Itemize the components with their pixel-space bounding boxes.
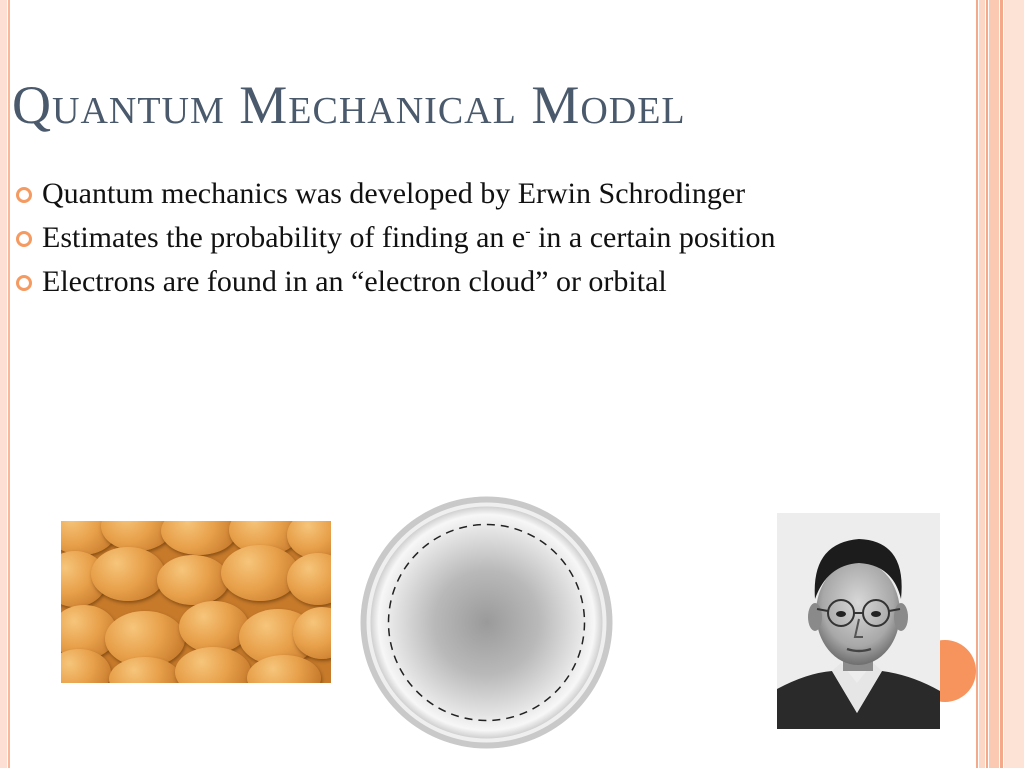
bullet-item — [12, 220, 912, 256]
bullet-list — [12, 176, 912, 308]
bullet-item — [12, 264, 912, 300]
portrait-photo — [777, 513, 940, 729]
bullet-text-part: in a certain position — [530, 221, 776, 254]
electron-cloud-diagram — [359, 495, 614, 750]
right-decorative-stripes — [976, 0, 1024, 768]
left-decorative-border — [0, 0, 12, 768]
superscript-minus: - — [525, 223, 531, 240]
bullet-ring-icon — [16, 231, 32, 247]
bullet-item — [12, 176, 912, 212]
schrodinger-portrait — [777, 513, 940, 729]
electron-cloud-icon — [359, 495, 614, 750]
bullet-ring-icon — [16, 275, 32, 291]
bullet-text: Electrons are found in an “electron cloud” or orbital — [42, 265, 667, 298]
bullet-text — [42, 221, 776, 254]
bullet-text: Quantum mechanics was developed by Erwin Schrodinger — [42, 177, 746, 210]
cookies-photo — [61, 521, 331, 683]
bullet-ring-icon — [16, 187, 32, 203]
slide-title: Quantum Mechanical Model — [12, 75, 686, 135]
bullet-text-part: Estimates the probability of finding an e — [42, 221, 526, 254]
